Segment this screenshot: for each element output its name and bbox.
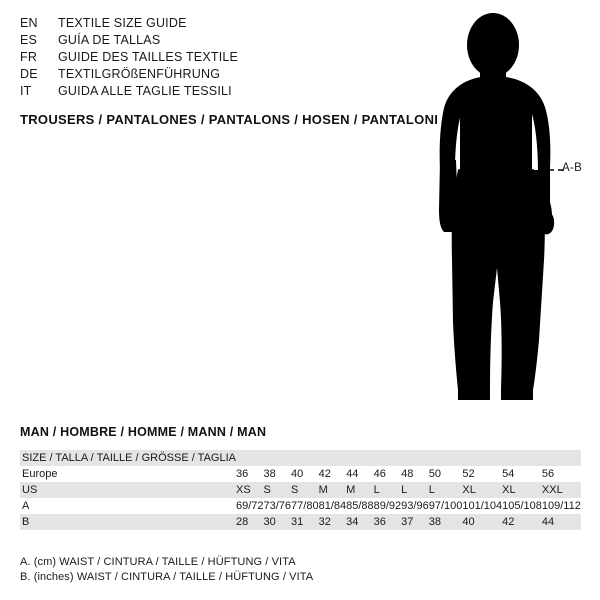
row-cell: L [429,482,463,498]
language-row [20,83,380,100]
language-code: FR [20,50,38,64]
row-cell [429,450,463,466]
row-cell: 50 [429,466,463,482]
table-row [20,514,581,530]
row-cell: 48 [401,466,429,482]
row-cell: 105/108 [502,500,542,512]
row-cell [542,450,581,466]
row-cell: 32 [319,514,347,530]
language-row [20,15,380,32]
garment-title: TROUSERS / PANTALONES / PANTALONS / HOSEN / PANTALONI [20,112,439,127]
row-cell: 69/72 [235,500,264,512]
row-cell: XL [462,482,502,498]
man-section-title: MAN / HOMBRE / HOMME / MANN / MAN [20,425,267,439]
row-cell [346,450,374,466]
row-cell: L [401,482,429,498]
row-cell: S [264,482,292,498]
male-figure-icon [400,10,590,410]
row-cell: 97/100 [428,500,463,512]
row-cell: M [346,482,374,498]
language-title: GUIDE DES TAILLES TEXTILE [58,50,239,64]
table-row [20,498,581,514]
row-cell: 38 [429,514,463,530]
row-cell: 40 [291,466,319,482]
row-cell: XS [236,482,264,498]
table-row [20,482,581,498]
row-cell [374,450,402,466]
row-cell [502,450,542,466]
table-row [20,466,581,482]
row-label: Europe [20,466,236,482]
row-cell: 34 [346,514,374,530]
table-row [20,450,581,466]
language-code: ES [20,33,38,47]
row-label: US [20,482,236,498]
size-table [20,450,581,530]
row-cell: S [291,482,319,498]
language-row [20,66,380,83]
row-cell [462,450,502,466]
row-cell: L [374,482,402,498]
footnote-b: B. (inches) WAIST / CINTURA / TAILLE / HÜFTUNG / VITA [20,571,314,583]
row-cell: 73/76 [263,500,292,512]
row-cell: 56 [542,466,581,482]
row-cell: 30 [264,514,292,530]
row-cell: 40 [462,514,502,530]
row-cell: M [319,482,347,498]
language-title: TEXTILE SIZE GUIDE [58,16,187,30]
trousers-figure-illustration [400,10,590,410]
language-row [20,32,380,49]
language-title-block [20,15,380,100]
row-cell: 31 [291,514,319,530]
row-cell: 37 [401,514,429,530]
row-cell: 42 [502,514,542,530]
row-cell: 77/80 [291,500,319,512]
row-cell [291,450,319,466]
row-cell: 89/92 [373,500,402,512]
row-cell [264,450,292,466]
row-cell: 46 [374,466,402,482]
row-label: B [20,514,236,530]
language-title: GUÍA DE TALLAS [58,33,161,47]
row-cell: 101/104 [462,500,503,512]
row-cell [319,450,347,466]
row-cell: 28 [236,514,264,530]
row-cell: 42 [319,466,347,482]
language-row [20,49,380,66]
row-cell: 109/112 [541,500,581,512]
row-cell: XL [502,482,542,498]
language-title: GUIDA ALLE TAGLIE TESSILI [58,84,232,98]
row-cell: XXL [542,482,581,498]
row-cell: 52 [462,466,502,482]
language-code: IT [20,84,32,98]
language-code: EN [20,16,38,30]
row-cell [401,450,429,466]
measure-label-ab: A-B [562,162,583,174]
row-cell: 36 [236,466,264,482]
row-cell: 38 [264,466,292,482]
language-code: DE [20,67,38,81]
footnotes [20,555,313,585]
row-cell: 93/96 [401,500,429,512]
footnote-a: A. (cm) WAIST / CINTURA / TAILLE / HÜFTUNG / VITA [20,556,296,568]
row-cell [236,450,264,466]
row-cell: 36 [374,514,402,530]
row-cell: 44 [346,466,374,482]
row-cell: 54 [502,466,542,482]
row-label: SIZE / TALLA / TAILLE / GRÖSSE / TAGLIA [22,452,236,464]
row-cell: 81/84 [318,500,347,512]
language-title: TEXTILGRÖßENFÜHRUNG [58,67,221,81]
row-cell: 85/88 [346,500,374,512]
row-label: A [20,498,236,514]
row-cell: 44 [542,514,581,530]
